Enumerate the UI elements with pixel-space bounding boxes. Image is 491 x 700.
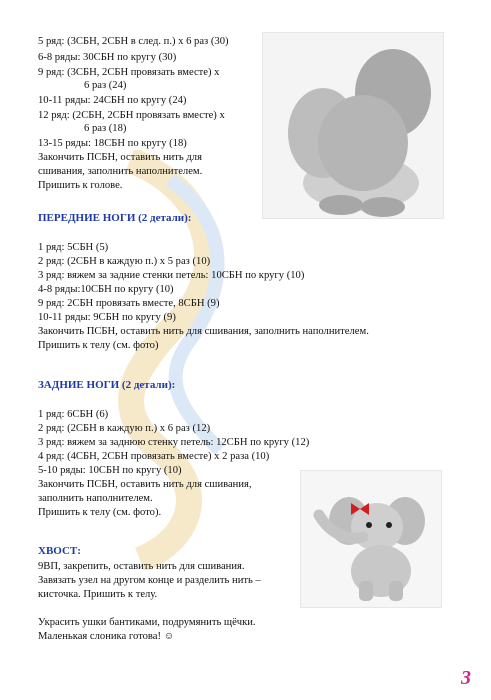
row-12: 12 ряд: (2СБН, 2СБН провязать вместе) х	[38, 110, 225, 121]
back-legs-row-3: 3 ряд: вяжем за заднюю стенку петель: 12СБН по кругу (12)	[38, 437, 310, 448]
row-9: 9 ряд: (3СБН, 2СБН провязать вместе) х	[38, 67, 220, 78]
front-legs-rows-4-8: 4-8 ряды:10СБН по кругу (10)	[38, 284, 174, 295]
front-legs-row-2: 2 ряд: (2СБН в каждую п.) х 5 раз (10)	[38, 256, 211, 267]
finish-line-1: Закончить ПСБН, оставить нить для	[38, 152, 202, 163]
finish-line-3: Пришить к голове.	[38, 180, 123, 191]
rows-6-8: 6-8 ряды: 30СБН по кругу (30)	[38, 52, 177, 63]
row-5: 5 ряд: (3СБН, 2СБН в след. п.) х 6 раз (30)	[38, 36, 229, 47]
elephant-photo-top	[262, 32, 444, 219]
back-legs-row-4: 4 ряд: (4СБН, 2СБН провязать вместе) х 2 раза (10)	[38, 451, 270, 462]
page-number: 3	[461, 667, 471, 689]
tail-heading: ХВОСТ:	[38, 545, 81, 557]
elephant-photo-bottom	[300, 470, 442, 608]
tail-line-3: кисточка. Пришить к телу.	[38, 589, 158, 600]
back-legs-finish-2: заполнить наполнителем.	[38, 493, 153, 504]
back-legs-row-2: 2 ряд: (2СБН в каждую п.) х 6 раз (12)	[38, 423, 211, 434]
back-legs-heading: ЗАДНИЕ НОГИ (2 детали):	[38, 379, 176, 391]
front-legs-row-3: 3 ряд: вяжем за задние стенки петель: 10СБН по кругу (10)	[38, 270, 305, 281]
rows-13-15: 13-15 ряды: 18СБН по кругу (18)	[38, 138, 187, 149]
front-legs-finish: Закончить ПСБН, оставить нить для сшивания, заполнить наполнителем.	[38, 326, 369, 337]
front-legs-heading: ПЕРЕДНИЕ НОГИ (2 детали):	[38, 212, 192, 224]
final-line-1: Украсить ушки бантиками, подрумянить щёчки.	[38, 617, 256, 628]
front-legs-row-9: 9 ряд: 2СБН провязать вместе, 8СБН (9)	[38, 298, 220, 309]
back-legs-attach: Пришить к телу (см. фото).	[38, 507, 162, 518]
finish-line-2: сшивания, заполнить наполнителем.	[38, 166, 203, 177]
tail-line-1: 9ВП, закрепить, оставить нить для сшивания.	[38, 561, 245, 572]
tail-line-2: Завязать узел на другом конце и разделить нить –	[38, 575, 261, 586]
back-legs-finish-1: Закончить ПСБН, оставить нить для сшивания,	[38, 479, 252, 490]
front-legs-row-1: 1 ряд: 5СБН (5)	[38, 242, 109, 253]
front-legs-rows-10-11: 10-11 ряды: 9СБН по кругу (9)	[38, 312, 176, 323]
row-12-cont: 6 раз (18)	[84, 123, 127, 134]
front-legs-attach: Пришить к телу (см. фото)	[38, 340, 159, 351]
row-9-cont: 6 раз (24)	[84, 80, 127, 91]
final-line-2: Маленькая слоника готова! ☺	[38, 631, 175, 642]
back-legs-row-1: 1 ряд: 6СБН (6)	[38, 409, 109, 420]
rows-10-11: 10-11 ряды: 24СБН по кругу (24)	[38, 95, 187, 106]
back-legs-rows-5-10: 5-10 ряды: 10СБН по кругу (10)	[38, 465, 182, 476]
